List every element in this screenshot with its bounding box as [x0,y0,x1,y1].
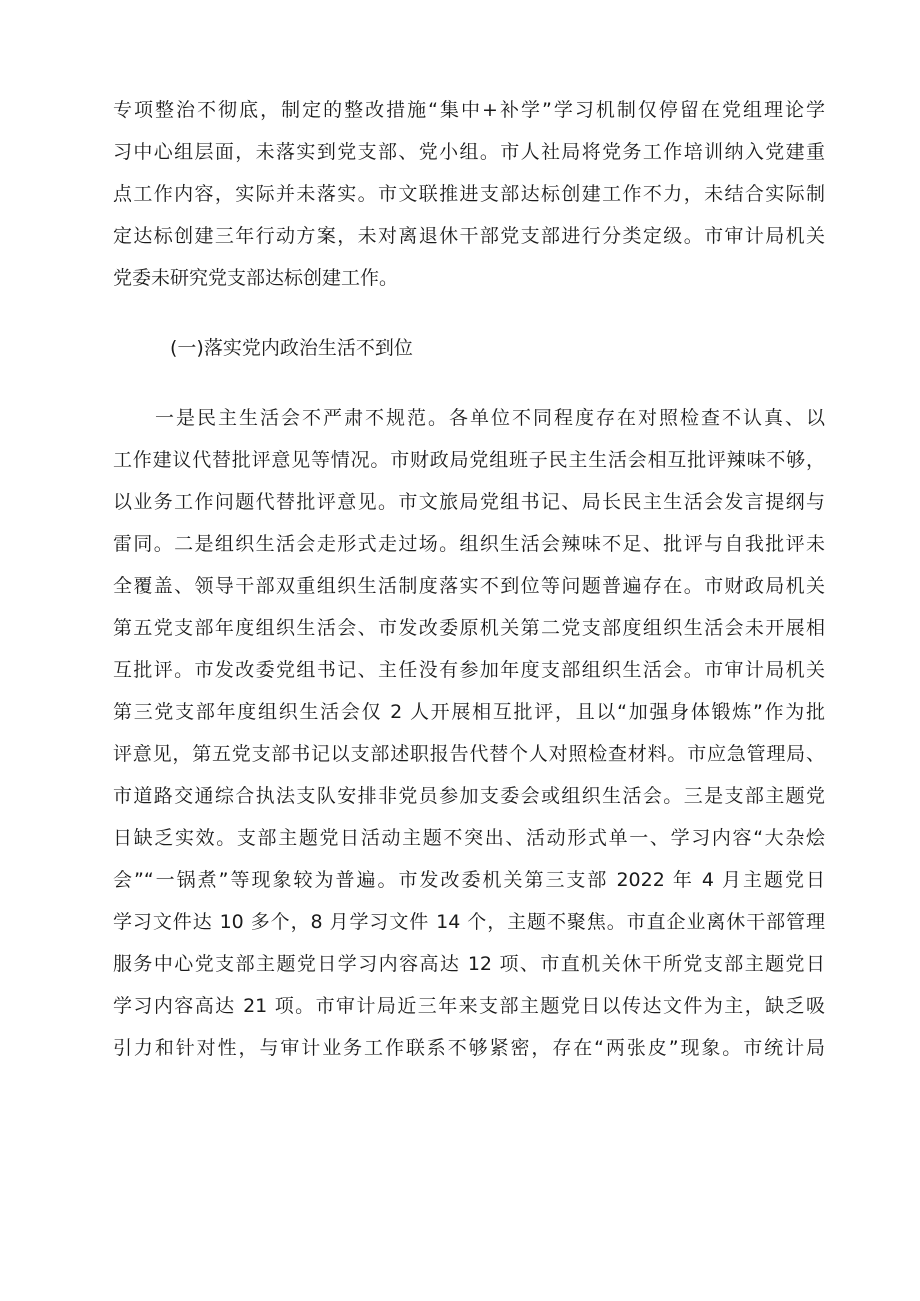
paragraph-line: 引力和针对性，与审计业务工作联系不够紧密，存在“两张皮”现象。市统计局 [113,1037,825,1059]
paragraph-line: 雷同。二是组织生活会走形式走过场。组织生活会辣味不足、批评与自我批评未 [113,533,825,555]
paragraph-line: 互批评。市发改委党组书记、主任没有参加年度支部组织生活会。市审计局机关 [113,659,825,681]
paragraph-line: 党委未研究党支部达标创建工作。 [113,267,399,289]
paragraph-line: 会”“一锅煮”等现象较为普遍。市发改委机关第三支部 2022 年 4 月主题党日 [113,869,825,891]
paragraph-line: 学习文件达 10 多个，8 月学习文件 14 个，主题不聚焦。市直企业离休干部管理 [113,911,825,933]
paragraph-line: 定达标创建三年行动方案，未对离退休干部党支部进行分类定级。市审计局机关 [113,225,825,247]
paragraph-line: 市道路交通综合执法支队安排非党员参加支委会或组织生活会。三是支部主题党 [113,785,825,807]
paragraph-line: 评意见，第五党支部书记以支部述职报告代替个人对照检查材料。市应急管理局、 [113,743,825,765]
paragraph-line: 学习内容高达 21 项。市审计局近三年来支部主题党日以传达文件为主，缺乏吸 [113,995,825,1017]
paragraph-line: 点工作内容，实际并未落实。市文联推进支部达标创建工作不力，未结合实际制 [113,183,825,205]
paragraph-line: 以业务工作问题代替批评意见。市文旅局党组书记、局长民主生活会发言提纲与 [113,491,825,513]
paragraph-line: 第五党支部年度组织生活会、市发改委原机关第二党支部度组织生活会未开展相 [113,617,825,639]
paragraph-line: 服务中心党支部主题党日学习内容高达 12 项、市直机关休干所党支部主题党日 [113,953,825,975]
paragraph-line: 全覆盖、领导干部双重组织生活制度落实不到位等问题普遍存在。市财政局机关 [113,575,825,597]
paragraph-line: 工作建议代替批评意见等情况。市财政局党组班子民主生活会相互批评辣味不够， [113,449,825,471]
paragraph-line: 日缺乏实效。支部主题党日活动主题不突出、活动形式单一、学习内容“大杂烩 [113,827,825,849]
paragraph-line: 专项整治不彻底，制定的整改措施“集中+补学”学习机制仅停留在党组理论学 [113,99,825,121]
paragraph-line: 一是民主生活会不严肃不规范。各单位不同程度存在对照检查不认真、以 [155,407,825,429]
section-heading: (一)落实党内政治生活不到位 [170,337,413,359]
paragraph-line: 习中心组层面，未落实到党支部、党小组。市人社局将党务工作培训纳入党建重 [113,141,825,163]
paragraph-line: 第三党支部年度组织生活会仅 2 人开展相互批评，且以“加强身体锻炼”作为批 [113,701,825,723]
